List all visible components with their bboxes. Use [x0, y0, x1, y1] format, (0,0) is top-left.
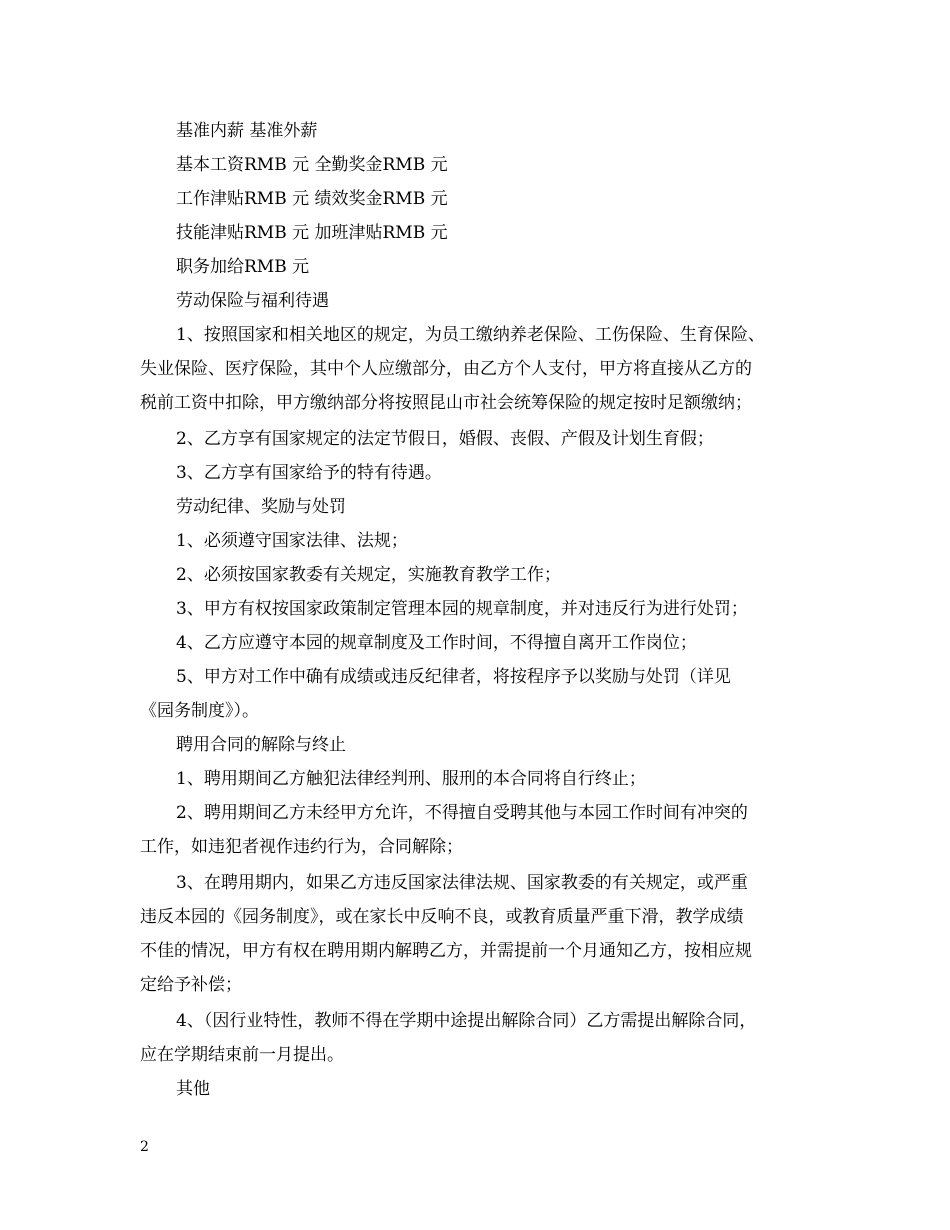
paragraph-line: 违反本园的《园务制度》，或在家长中反响不良，或教育质量严重下滑，教学成绩	[140, 907, 744, 927]
paragraph-line: 2、乙方享有国家规定的法定节假日，婚假、丧假、产假及计划生育假；	[176, 429, 714, 449]
paragraph-line: 5、甲方对工作中确有成绩或违反纪律者，将按程序予以奖励与处罚（详见	[176, 667, 731, 687]
paragraph-line: 4、（因行业特性，教师不得在学期中途提出解除合同）乙方需提出解除合同，	[176, 1011, 757, 1031]
paragraph-line: 2、必须按国家教委有关规定，实施教育教学工作；	[176, 565, 561, 585]
section-heading-termination: 聘用合同的解除与终止	[176, 735, 346, 755]
section-heading-discipline: 劳动纪律、奖励与处罚	[176, 497, 346, 517]
salary-header: 基准内薪 基准外薪	[176, 121, 318, 141]
paragraph-line: 4、乙方应遵守本园的规章制度及工作时间，不得擅自离开工作岗位；	[176, 633, 697, 653]
paragraph-line: 1、必须遵守国家法律、法规；	[176, 531, 408, 551]
salary-row: 职务加给RMB 元	[176, 257, 310, 277]
paragraph-line: 不佳的情况，甲方有权在聘用期内解聘乙方，并需提前一个月通知乙方，按相应规	[140, 941, 752, 961]
paragraph-line: 税前工资中扣除，甲方缴纳部分将按照昆山市社会统筹保险的规定按时足额缴纳；	[140, 393, 752, 413]
paragraph-line: 3、在聘用期内，如果乙方违反国家法律法规、国家教委的有关规定，或严重	[176, 873, 748, 893]
paragraph-line: 3、乙方享有国家给予的特有待遇。	[176, 463, 442, 483]
paragraph-line: 1、聘用期间乙方触犯法律经判刑、服刑的本合同将自行终止；	[176, 769, 646, 789]
paragraph-line: 工作，如违犯者视作违约行为，合同解除；	[140, 837, 463, 857]
salary-row: 技能津贴RMB 元 加班津贴RMB 元	[176, 223, 448, 243]
paragraph-line: 《园务制度》）。	[140, 701, 259, 721]
paragraph-line: 2、聘用期间乙方未经甲方允许，不得擅自受聘其他与本园工作时间有冲突的	[176, 803, 748, 823]
paragraph-line: 1、按照国家和相关地区的规定，为员工缴纳养老保险、工伤保险、生育保险、	[176, 325, 765, 345]
section-heading-insurance: 劳动保险与福利待遇	[176, 291, 329, 311]
section-heading-other: 其他	[176, 1079, 210, 1099]
paragraph-line: 定给予补偿；	[140, 975, 242, 995]
page-number: 2	[140, 1139, 149, 1155]
paragraph-line: 应在学期结束前一月提出。	[140, 1045, 344, 1065]
paragraph-line: 3、甲方有权按国家政策制定管理本园的规章制度，并对违反行为进行处罚；	[176, 599, 748, 619]
paragraph-line: 失业保险、医疗保险，其中个人应缴部分，由乙方个人支付，甲方将直接从乙方的	[140, 359, 752, 379]
salary-row: 基本工资RMB 元 全勤奖金RMB 元	[176, 155, 448, 175]
salary-row: 工作津贴RMB 元 绩效奖金RMB 元	[176, 189, 448, 209]
